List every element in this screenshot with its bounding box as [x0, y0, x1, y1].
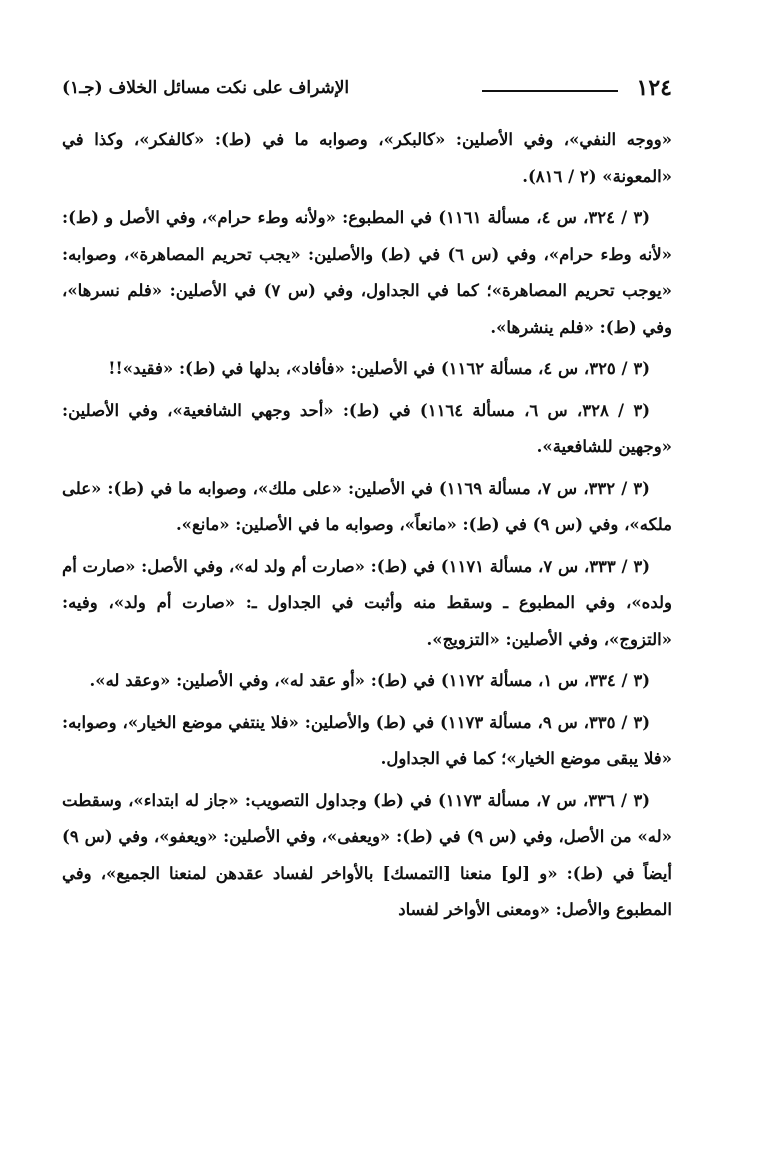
correction-entry: (٣ / ٣٣٥، س ٩، مسألة ١١٧٣) في (ط) والأصلين: «فلا ينتفي موضع الخيار»، وصوابه: «فلا يبقى موضع الخيار»؛ كما في الجداول.: [62, 712, 672, 768]
page-body: [62, 122, 672, 934]
correction-entry: «ووجه النفي»، وفي الأصلين: «كالبكر»، وصوابه ما في (ط): «كالفكر»، وكذا في «المعونة» (٢ / ٨١٦).: [62, 130, 672, 186]
correction-entry: (٣ / ٣٣٣، س ٧، مسألة ١١٧١) في (ط): «صارت أم ولد له»، وفي الأصل: «صارت أم ولده»، وفي المطبوع ـ وسقط منه وأثبت في الجداول ـ: «صارت أم ولد»، وفيه: «التزوج»، وفي الأصلين: «التزويج».: [62, 556, 672, 649]
correction-entry: (٣ / ٣٣٢، س ٧، مسألة ١١٦٩) في الأصلين: «على ملك»، وصوابه ما في (ط): «على ملكه»، وفي (س ٩) في (ط): «مانعاً»، وصوابه ما في الأصلين: «مانع».: [62, 478, 672, 534]
page-number: ١٢٤: [636, 75, 672, 101]
correction-entry: (٣ / ٣٢٨، س ٦، مسألة ١١٦٤) في (ط): «أحد وجهي الشافعية»، وفي الأصلين: «وجهين للشافعية».: [62, 400, 672, 456]
page-header: [62, 70, 672, 110]
correction-entry: (٣ / ٣٣٦، س ٧، مسألة ١١٧٣) في (ط) وجداول التصويب: «جاز له ابتداء»، وسقطت «له» من الأصل، وفي (س ٩) في (ط): «ويعفى»، وفي الأصلين: «ويعفو»، وفي (س ٩) أيضاً في (ط): «و [لو] منعنا [التمسك] بالأواخر لفساد عقدهن لمنعنا الجميع»، وفي المطبوع والأصل: «ومعنى الأواخر لفساد: [62, 790, 672, 919]
running-title: الإشراف على نكت مسائل الخلاف (جـ١): [62, 78, 350, 98]
correction-entry: (٣ / ٣٢٤، س ٤، مسألة ١١٦١) في المطبوع: «ولأنه وطء حرام»، وفي الأصل و (ط): «لأنه وطء حرام»، وفي (س ٦) في (ط) والأصلين: «يجب تحريم المصاهرة»، وصوابه: «يوجب تحريم المصاهرة»؛ كما في الجداول، وفي (س ٧) في الأصلين: «فلم نسرها»، وفي (ط): «فلم ينشرها».: [62, 208, 672, 337]
header-rule: [482, 90, 618, 92]
correction-entry: (٣ / ٣٣٤، س ١، مسألة ١١٧٢) في (ط): «أو عقد له»، وفي الأصلين: «وعقد له».: [89, 671, 650, 690]
correction-entry: (٣ / ٣٢٥، س ٤، مسألة ١١٦٢) في الأصلين: «فأفاد»، بدلها في (ط): «فقيد»!!: [108, 359, 650, 378]
